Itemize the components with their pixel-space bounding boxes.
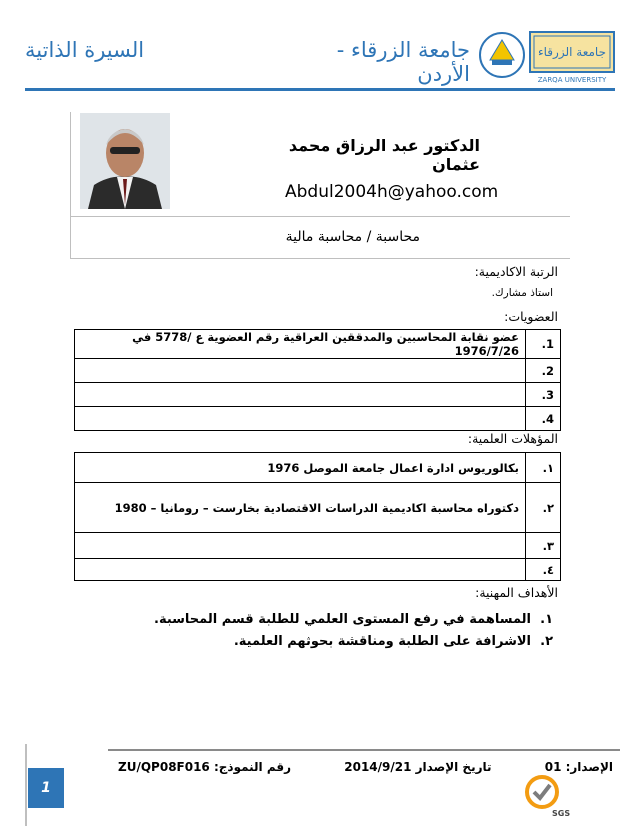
goals-title: الأهداف المهنية: <box>475 585 558 600</box>
row-text: بكالوريوس ادارة اعمال جامعة الموصل 1976 <box>75 453 526 483</box>
issue-date-label: تاريخ الإصدار 2014/9/21 <box>344 760 492 774</box>
table-row <box>75 407 561 431</box>
table-row <box>75 330 561 359</box>
divider <box>70 216 570 217</box>
list-item <box>153 634 553 649</box>
qualifications-table <box>74 452 561 581</box>
specialization: محاسبة / محاسبة مالية <box>285 229 420 245</box>
row-text <box>75 559 526 581</box>
row-number: 2. <box>526 359 561 383</box>
email-address[interactable]: Abdul2004h@yahoo.com <box>285 182 499 202</box>
version-label: الإصدار: 01 <box>544 760 613 774</box>
row-number: 1. <box>526 330 561 359</box>
goals-list <box>153 612 553 656</box>
person-name: الدكتور عبد الرزاق محمد عثمان <box>288 136 480 174</box>
row-number: ٤. <box>526 559 561 581</box>
goal-text: المساهمة في رفع المستوى العلمي للطلبة قسم المحاسبة. <box>154 612 531 627</box>
logo-english-text: ZARQA UNIVERSITY <box>537 76 607 84</box>
table-row <box>75 533 561 559</box>
row-number: 3. <box>526 383 561 407</box>
university-logo <box>478 24 618 86</box>
academic-rank-value: استاذ مشارك. <box>491 287 553 299</box>
goal-number: ١. <box>540 612 553 627</box>
row-number: ١. <box>526 453 561 483</box>
certification-badge-icon <box>514 772 574 818</box>
row-text <box>75 407 526 431</box>
qualifications-title: المؤهلات العلمية: <box>467 431 558 446</box>
row-text: عضو نقابة المحاسبين والمدققين العراقية رقم العضوية ع /5778 في 1976/7/26 <box>75 330 526 359</box>
form-number-label: رقم النموذج: ZU/QP08F016 <box>118 760 292 774</box>
row-number: ٢. <box>526 483 561 533</box>
page-number: 1 <box>28 768 64 808</box>
memberships-table <box>74 329 561 431</box>
memberships-title: العضويات: <box>504 309 558 324</box>
row-text <box>75 359 526 383</box>
list-item <box>153 612 553 627</box>
row-number: ٣. <box>526 533 561 559</box>
row-text <box>75 533 526 559</box>
header-rule <box>25 88 615 91</box>
goal-text: الاشرافة على الطلبة ومناقشة بحوثهم العلمية. <box>233 634 531 649</box>
table-row <box>75 359 561 383</box>
table-row <box>75 453 561 483</box>
table-row <box>75 483 561 533</box>
goal-number: ٢. <box>540 634 553 649</box>
row-number: 4. <box>526 407 561 431</box>
row-text: دكتوراه محاسبة اكاديمية الدراسات الاقتصادية بخارست – رومانيا – 1980 <box>75 483 526 533</box>
table-row <box>75 559 561 581</box>
university-title: جامعة الزرقاء - الأردن <box>336 38 470 86</box>
table-row <box>75 383 561 407</box>
sgs-label: SGS <box>552 809 571 818</box>
logo-arabic-text: جامعة الزرقاء <box>538 45 606 59</box>
footer-side-line <box>25 744 27 826</box>
footer-rule <box>108 749 620 751</box>
cv-title: السيرة الذاتية <box>25 38 145 62</box>
divider <box>70 112 71 258</box>
row-text <box>75 383 526 407</box>
divider <box>70 258 570 259</box>
profile-photo <box>80 113 170 209</box>
academic-rank-title: الرتبة الاكاديمية: <box>474 264 558 279</box>
